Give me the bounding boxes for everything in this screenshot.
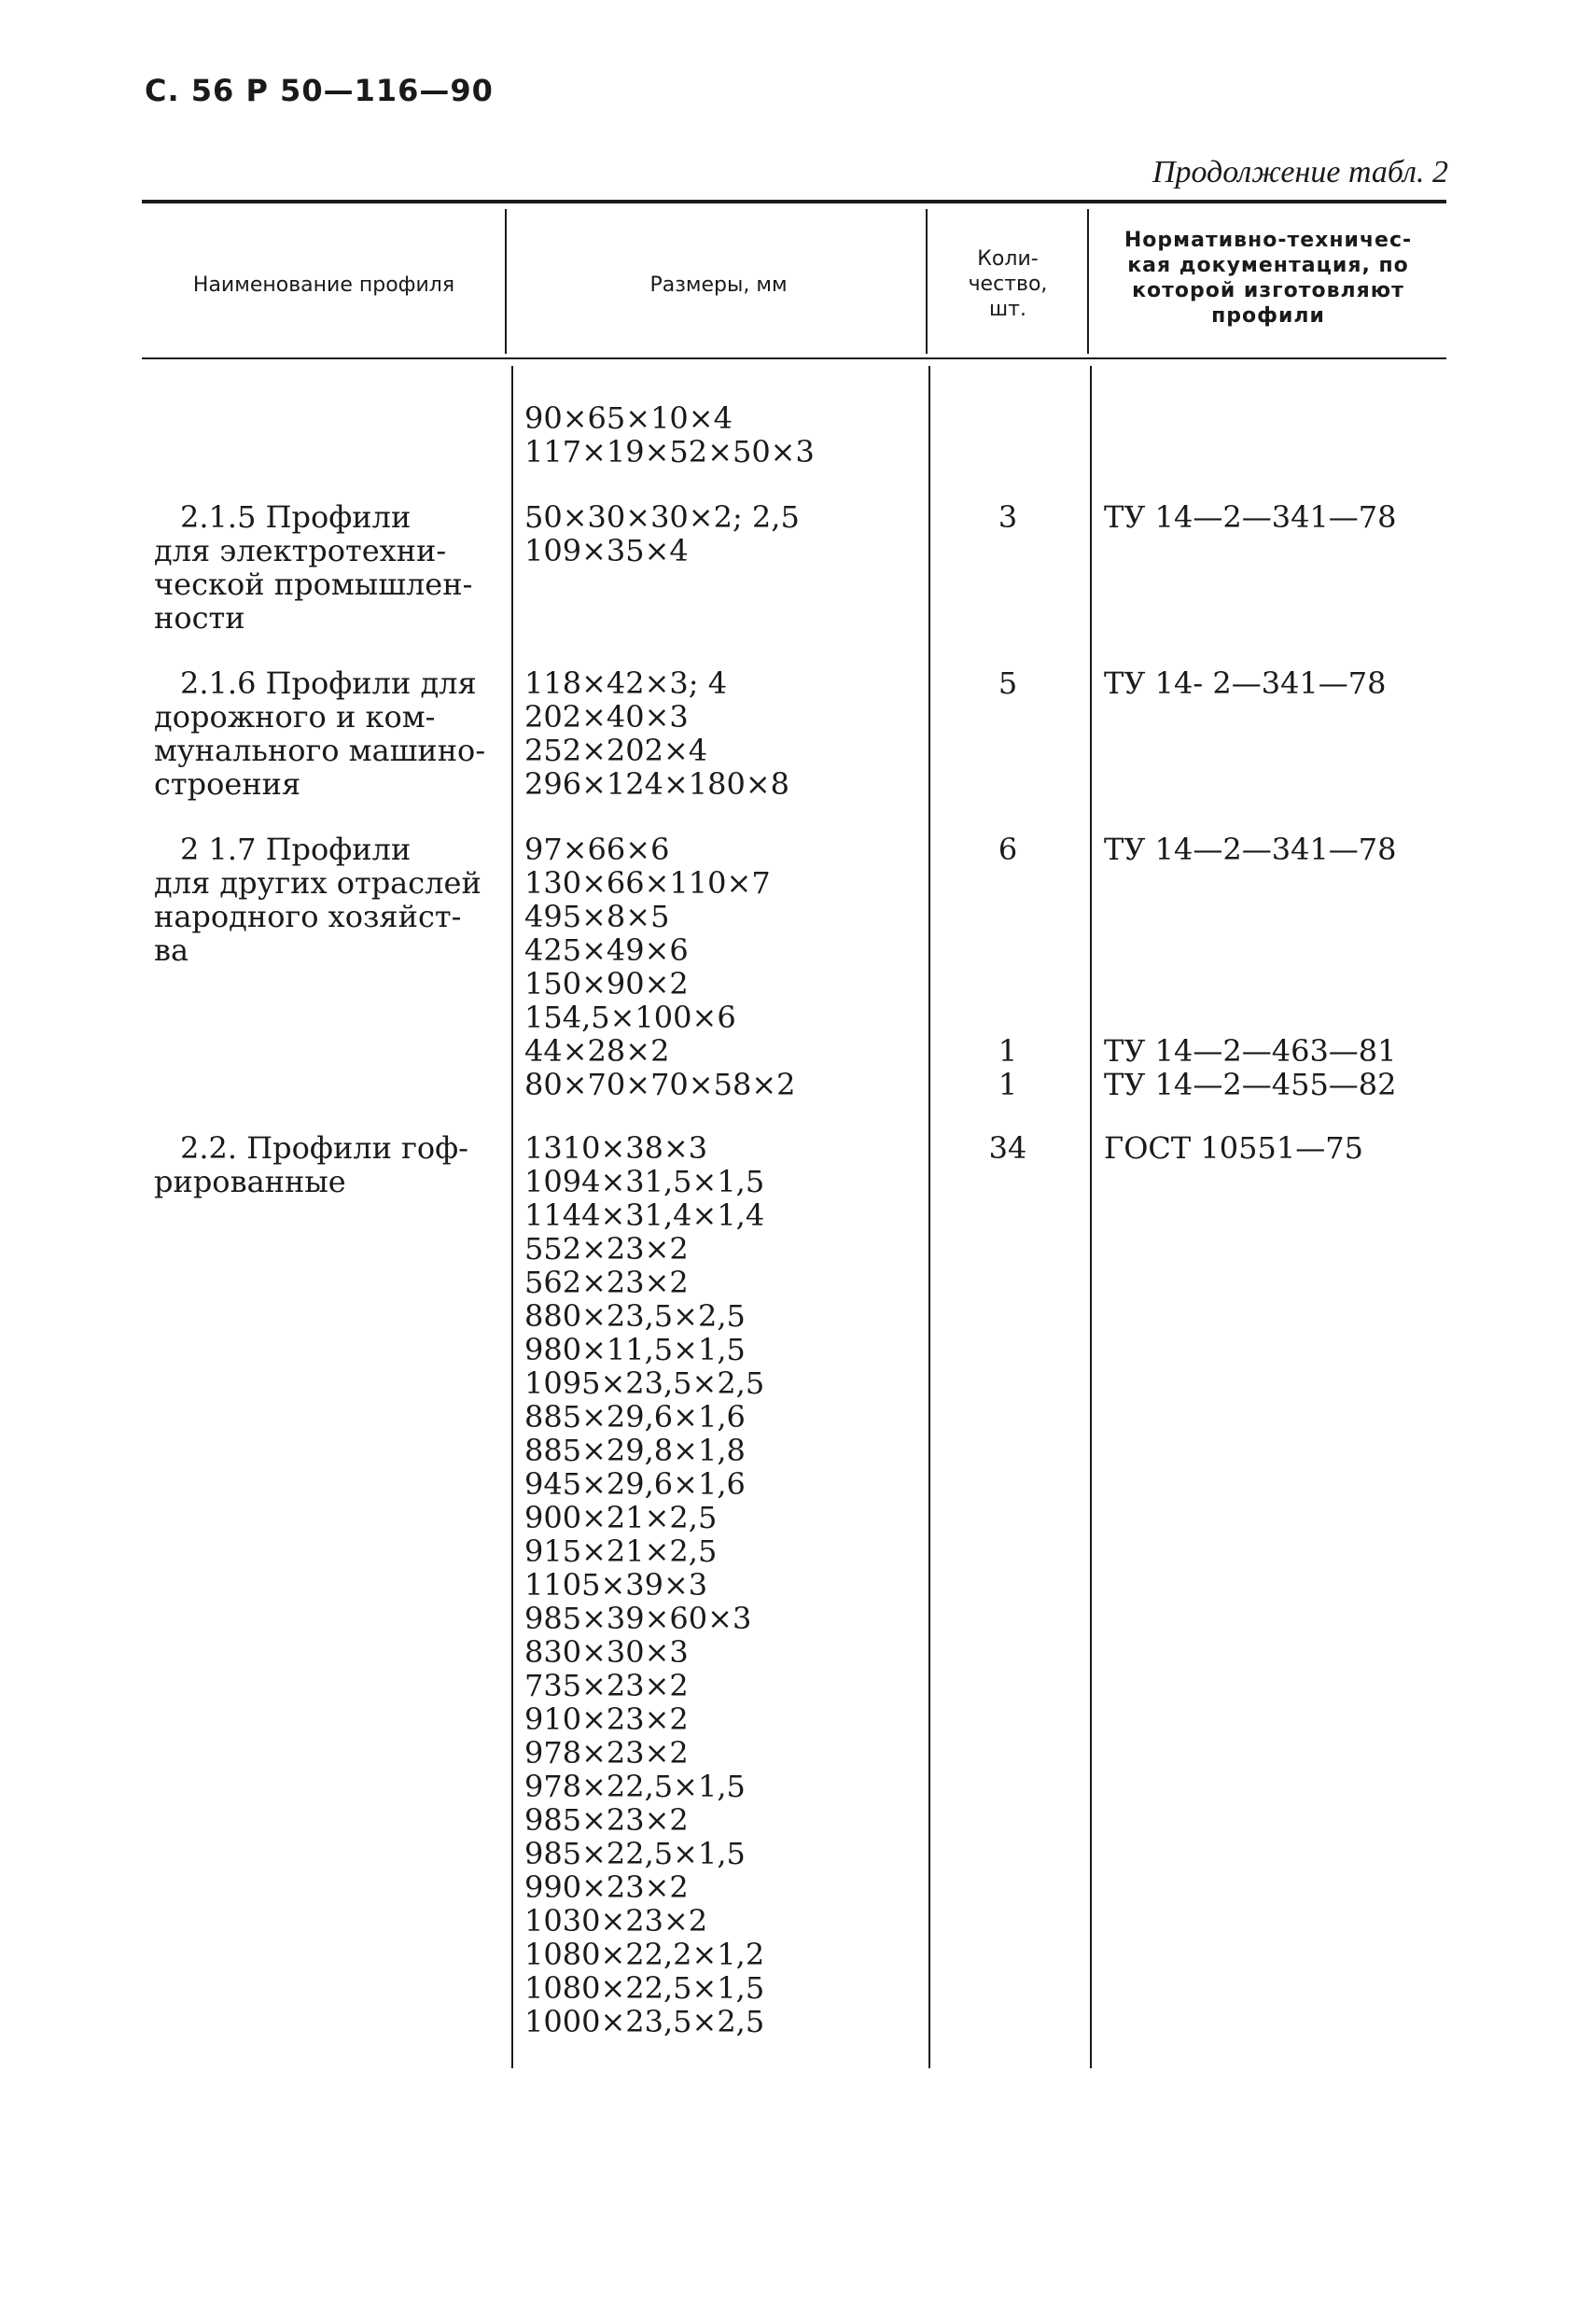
dimension-value: 900×21×2,5 [524,1500,718,1535]
dimension-value: 1144×31,4×1,4 [524,1197,765,1233]
normative-value [1104,900,1397,933]
profile-name-line: ности [154,600,245,636]
row-2-1-6-normative: ТУ 14- 2—341—78 [1104,665,1387,701]
profile-name-line: строения [154,766,301,802]
header-normative-line: кая документация, по [1127,254,1409,277]
profile-name-line: 2.1.6 Профили для [180,665,477,701]
normative-value [1104,967,1397,1001]
row-2-1-7-quantity [928,833,1087,1101]
dimension-value: 118×42×3; 4 [524,665,728,701]
quantity-value [928,967,1087,1001]
dimension-value: 735×23×2 [524,1668,689,1703]
row-2-2-dimensions [524,1131,764,2038]
dimension-value: 915×21×2,5 [524,1533,718,1569]
table-header-rule [142,357,1446,359]
dimension-value: 978×23×2 [524,1735,689,1771]
profile-name-line: дорожного и ком- [154,699,436,735]
row-2-1-6-dimensions [524,666,789,801]
quantity-value [928,1001,1087,1034]
profile-name-line: ческой промышлен- [154,567,473,602]
column-divider-2-body [928,366,930,2068]
dimension-value: 150×90×2 [524,966,689,1001]
normative-value: ТУ 14—2—455—82 [1104,1067,1397,1102]
table-top-rule [142,200,1446,203]
dimension-value: 1094×31,5×1,5 [524,1164,765,1199]
dimension-value: 562×23×2 [524,1265,689,1300]
quantity-value [928,933,1087,967]
header-profile-name: Наименование профиля [192,273,455,297]
dimension-value: 880×23,5×2,5 [524,1298,746,1334]
dimension-value: 44×28×2 [524,1033,670,1069]
dimension-value: 1030×23×2 [524,1903,708,1939]
dimension-value: 1080×22,5×1,5 [524,1970,765,2006]
row-2-1-6-name [154,666,490,801]
row-continuation-dimensions [524,401,815,469]
quantity-value: 1 [998,1033,1018,1069]
profile-name-line: 2 1.7 Профили [180,832,412,867]
row-2-1-5-normative: ТУ 14—2—341—78 [1104,499,1397,535]
header-quantity [928,246,1087,322]
dimension-value: 910×23×2 [524,1701,689,1737]
profile-name-line: ва [154,932,189,968]
dimension-value: 495×8×5 [524,899,670,934]
dimension-value: 980×11,5×1,5 [524,1332,746,1367]
dimension-value: 1095×23,5×2,5 [524,1365,765,1401]
dimension-value: 97×66×6 [524,832,670,867]
column-divider-1-body [511,366,513,2068]
quantity-value: 1 [998,1067,1018,1102]
normative-value: ТУ 14—2—341—78 [1104,832,1397,867]
dimension-value: 985×22,5×1,5 [524,1836,746,1871]
profile-name-line: 2.1.5 Профили [180,499,412,535]
header-quantity-line: шт. [989,298,1026,321]
dimension-value: 80×70×70×58×2 [524,1067,796,1102]
column-divider-3-body [1090,366,1092,2068]
row-2-1-6-quantity: 5 [998,665,1018,701]
dimension-value: 830×30×3 [524,1634,689,1670]
dimension-value: 985×39×60×3 [524,1601,752,1636]
row-2-2-quantity: 34 [988,1130,1027,1166]
dimension-value: 109×35×4 [524,533,689,568]
dimension-value: 202×40×3 [524,699,689,735]
profile-name-line: народного хозяйст- [154,899,462,934]
row-2-2-name [154,1131,490,1198]
dimension-value: 945×29,6×1,6 [524,1466,746,1502]
dimension-value: 978×22,5×1,5 [524,1769,746,1804]
dimension-value: 130×66×110×7 [524,865,771,901]
dimension-value: 885×29,6×1,6 [524,1399,746,1435]
dimension-value: 90×65×10×4 [524,400,733,436]
dimension-value: 885×29,8×1,8 [524,1433,746,1468]
dimension-value: 117×19×52×50×3 [524,434,815,469]
normative-value [1104,933,1397,967]
header-normative-line: профили [1211,304,1325,328]
dimension-value: 985×23×2 [524,1802,689,1838]
dimension-value: 552×23×2 [524,1231,689,1267]
profile-name-line: мунального машино- [154,733,486,768]
dimension-value: 1080×22,2×1,2 [524,1937,765,1972]
page-header: С. 56 Р 50—116—90 [145,73,494,108]
dimension-value: 1310×38×3 [524,1130,708,1166]
header-normative-line: которой изготовляют [1132,279,1404,302]
header-quantity-line: чество, [968,273,1048,296]
dimension-value: 990×23×2 [524,1869,689,1905]
header-normative-docs [1090,228,1446,329]
row-2-1-5-quantity: 3 [998,499,1018,535]
row-2-2-normative: ГОСТ 10551—75 [1104,1130,1363,1166]
profile-name-line: рированные [154,1164,346,1199]
dimension-value: 154,5×100×6 [524,1000,736,1035]
dimension-value: 1000×23,5×2,5 [524,2004,765,2039]
column-divider-3 [1087,209,1089,354]
row-2-1-7-normative [1104,833,1397,1101]
profile-name-line: для других отраслей [154,865,481,901]
dimension-value: 425×49×6 [524,932,689,968]
profile-name-line: для электротехни- [154,533,447,568]
quantity-value [928,900,1087,933]
normative-value: ТУ 14—2—463—81 [1104,1033,1397,1069]
row-2-1-7-name [154,833,490,967]
profile-name-line: 2.2. Профили гоф- [180,1130,468,1166]
header-normative-line: Нормативно-техничес- [1123,229,1413,252]
dimension-value: 252×202×4 [524,733,708,768]
row-2-1-5-dimensions [524,500,800,567]
header-dimensions: Размеры, мм [649,273,788,297]
dimension-value: 1105×39×3 [524,1567,708,1603]
header-quantity-line: Коли- [977,247,1039,271]
dimension-value: 296×124×180×8 [524,766,790,802]
row-2-1-5-name [154,500,490,635]
quantity-value [928,866,1087,900]
normative-value [1104,866,1397,900]
row-2-1-7-dimensions [524,833,795,1101]
dimension-value: 50×30×30×2; 2,5 [524,499,800,535]
normative-value [1104,1001,1397,1034]
quantity-value: 6 [998,832,1018,867]
table-caption: Продолжение табл. 2 [1151,155,1448,189]
